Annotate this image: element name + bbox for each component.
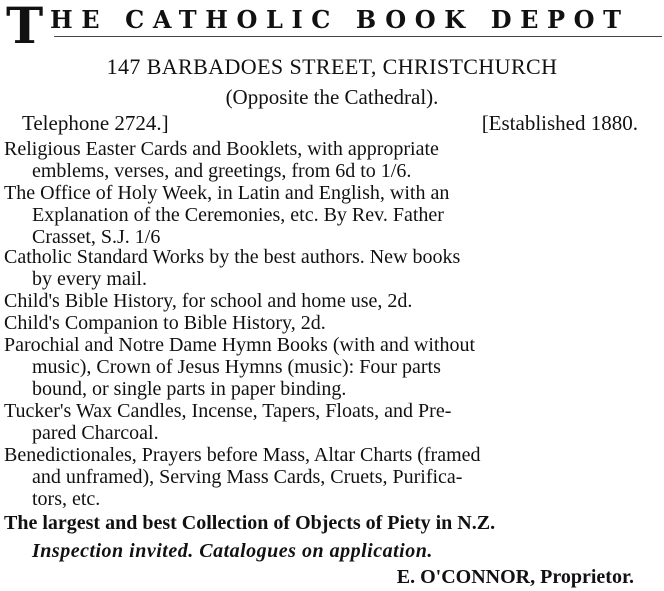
list-item-lead: Child's Bible History, for school and home use, 2d. xyxy=(4,290,413,312)
list-item-continuation: Crasset, S.J. 1/6 xyxy=(32,226,161,248)
list-item xyxy=(4,444,662,510)
title-rule-divider xyxy=(54,36,662,37)
list-item-lead: Child's Companion to Bible History, 2d. xyxy=(4,312,326,334)
list-item-lead: The Office of Holy Week, in Latin and English, with an xyxy=(4,182,450,204)
street-address: 147 BARBADOES STREET, CHRISTCHURCH xyxy=(106,54,558,79)
collection-statement: The largest and best Collection of Objects of Piety in N.Z. xyxy=(4,512,496,534)
proprietor-signature: E. O'CONNOR, Proprietor. xyxy=(396,566,634,588)
list-item-lead: Parochial and Notre Dame Hymn Books (with and without xyxy=(4,334,476,356)
list-item-continuation: bound, or single parts in paper binding. xyxy=(32,378,347,400)
list-item-continuation: pared Charcoal. xyxy=(32,422,159,444)
list-item-continuation: by every mail. xyxy=(32,268,147,290)
list-item-continuation: music), Crown of Jesus Hymns (music): Four parts xyxy=(32,356,441,378)
list-item xyxy=(4,312,662,334)
list-item xyxy=(4,290,662,312)
list-item-lead: Benedictionales, Prayers before Mass, Altar Charts (framed xyxy=(4,444,481,466)
list-item xyxy=(4,334,662,400)
list-item-continuation: Explanation of the Ceremonies, etc. By Rev. Father xyxy=(32,204,444,226)
list-item-continuation: tors, etc. xyxy=(32,488,101,510)
list-item-continuation: emblems, verses, and greetings, from 6d to 1/6. xyxy=(32,160,412,182)
headline xyxy=(4,0,660,55)
drop-cap-letter: T xyxy=(6,0,44,55)
telephone-number: Telephone 2724.] xyxy=(22,111,169,135)
list-item-continuation: and unframed), Serving Mass Cards, Cruets, Purifica- xyxy=(32,466,463,488)
list-item-lead: Religious Easter Cards and Booklets, with appropriate xyxy=(4,138,439,160)
list-item xyxy=(4,246,662,290)
location-note: (Opposite the Cathedral). xyxy=(225,85,439,109)
list-item-lead: Tucker's Wax Candles, Incense, Tapers, Floats, and Pre- xyxy=(4,400,452,422)
list-item xyxy=(4,182,662,248)
established-year: [Established 1880. xyxy=(481,111,638,135)
list-item-lead: Catholic Standard Works by the best authors. New books xyxy=(4,246,461,268)
list-item xyxy=(4,400,662,444)
store-title: HE CATHOLIC BOOK DEPOT xyxy=(50,5,630,34)
list-item xyxy=(4,138,662,182)
inspection-note: Inspection invited. Catalogues on application. xyxy=(32,540,433,562)
